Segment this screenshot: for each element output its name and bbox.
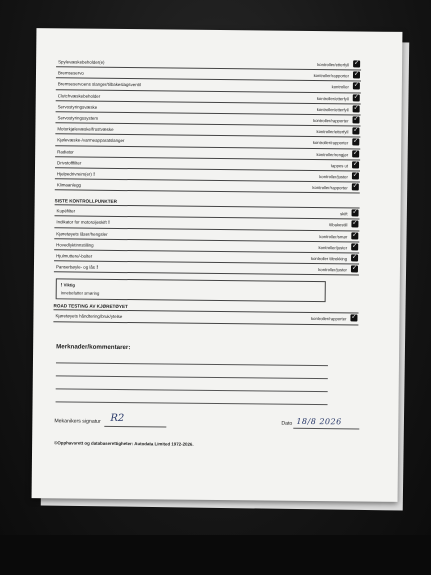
row-label-text: Kupéfilter — [56, 208, 76, 214]
checkbox-checked-icon[interactable]: ✓ — [353, 116, 359, 123]
checklist-row — [53, 311, 358, 325]
service-checklist-sheet — [32, 28, 403, 502]
remarks-title: Merknader/kommentarer: — [56, 342, 131, 351]
row-action: kontroller/rapporter — [313, 117, 349, 124]
row-label — [56, 265, 98, 271]
row-label — [56, 242, 93, 247]
row-action: kontroller/juster — [318, 244, 348, 251]
row-label-text: Hjelpedrivreim(er) — [56, 171, 92, 177]
row-action: kontroller/rapporter — [313, 73, 350, 79]
row-label — [57, 209, 76, 214]
checkbox-checked-icon[interactable]: ✓ — [354, 60, 360, 67]
row-action: kontroller/etterfyll — [317, 62, 350, 68]
row-action: kontroller/juster — [318, 267, 347, 273]
row-label — [57, 138, 124, 144]
checkbox-checked-icon[interactable]: ✓ — [353, 149, 359, 156]
checkbox-checked-icon[interactable]: ✓ — [351, 314, 357, 321]
checkbox-checked-icon[interactable]: ✓ — [351, 265, 358, 272]
row-label — [58, 82, 141, 88]
seat-shadow — [0, 535, 431, 575]
row-label-text: Motorkjølevæske/frostvæske — [57, 126, 114, 133]
row-action: kontroller/rapporter — [312, 185, 348, 191]
checklist-row — [55, 179, 360, 193]
row-label-text: Klimaanlegg — [56, 182, 82, 188]
row-action: tappes ut — [330, 162, 349, 169]
row-label-text: Kjøretøyets låser/hengsler — [56, 230, 108, 237]
checkbox-checked-icon[interactable]: ✓ — [352, 183, 358, 190]
checklist-items — [55, 56, 361, 193]
row-label-text: Indikator for motorolјeskift — [56, 219, 107, 226]
checkbox-checked-icon[interactable]: ✓ — [353, 105, 359, 112]
row-action: skift — [340, 211, 348, 217]
checkbox-checked-icon[interactable]: ✓ — [352, 172, 358, 179]
row-action: kontroller/rapporter — [311, 316, 347, 322]
checkbox-checked-icon[interactable]: ✓ — [353, 127, 359, 134]
row-label-text: Hjulmuttere/-bolter — [56, 253, 93, 259]
row-label-text: Radiator — [57, 148, 74, 154]
checkbox-checked-icon[interactable]: ✓ — [353, 138, 359, 145]
last-checklist-items — [54, 206, 360, 276]
copyright-text: ©Opphavsrett og databaserettigheter: Autodata Limited 1972-2026. — [54, 439, 194, 447]
warning-icon: ! — [94, 264, 99, 271]
row-label-text: Drivstofffilter — [57, 160, 82, 166]
row-label — [58, 104, 98, 109]
checklist-content — [52, 56, 361, 448]
checkbox-checked-icon[interactable]: ✓ — [353, 161, 359, 168]
checkbox-checked-icon[interactable]: ✓ — [352, 209, 358, 216]
row-action: kontroller tiltrekking — [310, 255, 348, 262]
note-body: Innebefatter smøring — [60, 290, 100, 297]
checkbox-checked-icon[interactable]: ✓ — [353, 71, 360, 78]
row-label-text: Bremseservo — [57, 70, 84, 76]
warning-icon: ! — [106, 220, 110, 227]
row-label-text: Clutchvæskebeholder — [57, 92, 101, 99]
row-label-text: Kjølevæske-/varmeapparatslanger — [57, 137, 125, 144]
row-label-text: Panserbøyle- og lås — [55, 264, 96, 270]
remarks-line[interactable] — [56, 389, 328, 405]
signature-label: Mekanikers signatur — [54, 417, 101, 425]
checkbox-checked-icon[interactable]: ✓ — [353, 93, 359, 101]
row-label — [56, 253, 92, 258]
row-label — [58, 59, 104, 64]
row-label — [58, 71, 84, 76]
checklist-row — [54, 261, 359, 275]
checkbox-checked-icon[interactable]: ✓ — [352, 254, 358, 261]
row-action: kontroller — [331, 84, 349, 90]
row-label-text: Kjøretøyets håndtering/bruk/ytelse — [55, 313, 123, 320]
warning-icon: ! — [60, 282, 63, 289]
signature-row — [52, 412, 357, 437]
row-action: kontroller/juster — [319, 173, 348, 180]
row-label — [57, 160, 81, 165]
row-action: kontroller/etterfyll — [316, 106, 349, 113]
road-checklist-items — [53, 311, 358, 325]
important-note — [56, 279, 326, 303]
date-line[interactable] — [293, 427, 359, 429]
checkbox-checked-icon[interactable]: ✓ — [352, 232, 358, 239]
section-title-road: ROAD TESTING AV KJØRETØYET — [54, 304, 359, 314]
note-title — [61, 283, 75, 289]
row-label-text: Spylevæskebeholder(e) — [58, 59, 105, 65]
checkbox-checked-icon[interactable]: ✓ — [352, 220, 358, 227]
checkbox-checked-icon[interactable]: ✓ — [353, 82, 359, 89]
section-title-last: SISTE KONTROLLPUNKTER — [55, 199, 360, 209]
warning-icon: ! — [91, 171, 95, 178]
row-action: kontroller/smør — [319, 233, 348, 239]
row-action: tilbakestill — [329, 222, 348, 228]
row-label-text: Bremseservoens slanger/tilbakeslagsventil — [57, 81, 141, 88]
signature-line[interactable] — [104, 425, 166, 427]
signature-value: R2 — [110, 412, 125, 424]
row-label — [56, 231, 107, 237]
row-label — [57, 149, 74, 154]
row-label — [56, 220, 109, 227]
row-action: kontroller/rengjør — [316, 151, 349, 157]
note-title-text: Viktig — [63, 282, 75, 288]
row-label — [57, 182, 81, 187]
row-label-text: Servostyringsvæske — [57, 104, 98, 110]
row-label-text: Hovedlyktinnstilling — [56, 242, 94, 248]
row-label — [57, 171, 95, 177]
row-action: kontroller/etterfyll — [316, 95, 349, 101]
row-label — [58, 93, 101, 98]
checkbox-checked-icon[interactable]: ✓ — [352, 243, 358, 250]
date-label: Dato — [281, 420, 293, 427]
row-label — [58, 115, 99, 120]
row-action: kontroller/rapporter — [312, 140, 349, 146]
row-label-text: Servostyringssystem — [57, 115, 99, 121]
row-label — [57, 126, 113, 132]
row-action: kontroller/etterfyll — [316, 129, 349, 135]
date-value: 18/8 2026 — [296, 416, 342, 426]
row-label — [55, 314, 122, 320]
